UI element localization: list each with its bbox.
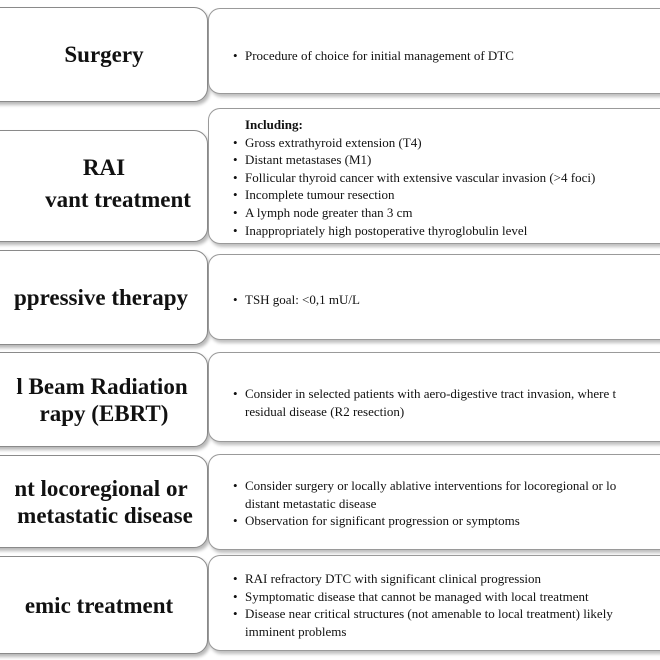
bullet-item: • Consider surgery or locally ablative interventions for locoregional or lo (231, 477, 616, 495)
bullet-item: • Follicular thyroid cancer with extensive vascular invasion (>4 foci) (231, 169, 595, 187)
bullet-item: • TSH goal: <0,1 mU/L (231, 291, 360, 309)
bullet-item: • Gross extrathyroid extension (T4) (231, 134, 595, 152)
label-line: nt locoregional or (14, 475, 188, 501)
bullet-item: • Incomplete tumour resection (231, 186, 595, 204)
bullet-item: • Symptomatic disease that cannot be managed with local treatment (231, 588, 613, 606)
bullet-item: • RAI refractory DTC with significant clinical progression (231, 570, 613, 588)
label-box-surgery (0, 7, 208, 102)
content-box-rai (208, 108, 660, 244)
label-box-rai (0, 130, 208, 242)
list-heading: Including: (245, 117, 303, 132)
bullet-continuation: distant metastatic disease (245, 495, 377, 511)
label-line: rapy (EBRT) (39, 400, 169, 426)
bullet-continuation: imminent problems (245, 623, 347, 639)
content-box-systemic (208, 555, 660, 651)
bullet-item: • Procedure of choice for initial management of DTC (231, 47, 514, 65)
content-box-ebrt (208, 352, 660, 442)
bullet-item: • Disease near critical structures (not amenable to local treatment) likely (231, 605, 613, 623)
content-box-suppressive (208, 254, 660, 340)
label-box-ebrt (0, 352, 208, 447)
label-line: ppressive therapy (14, 285, 188, 310)
bullet-item: • Inappropriately high postoperative thyroglobulin level (231, 222, 595, 240)
label-line: RAI (82, 154, 126, 180)
label-line: Surgery (64, 42, 144, 67)
label-box-systemic (0, 556, 208, 654)
bullet-item: • A lymph node greater than 3 cm (231, 204, 595, 222)
bullet-item: • Observation for significant progression or symptoms (231, 512, 616, 530)
label-line: vant treatment (45, 186, 191, 212)
label-line: l Beam Radiation (16, 373, 188, 399)
bullet-continuation: residual disease (R2 resection) (245, 403, 405, 419)
bullet-item: • Distant metastases (M1) (231, 151, 595, 169)
label-box-suppressive (0, 250, 208, 345)
label-line: metastatic disease (17, 502, 193, 528)
content-box-surgery (208, 8, 660, 94)
bullet-item: • Consider in selected patients with aero-digestive tract invasion, where t (231, 385, 616, 403)
label-box-persistent-disease (0, 455, 208, 548)
label-line: emic treatment (24, 592, 174, 618)
content-box-persistent-disease (208, 454, 660, 550)
